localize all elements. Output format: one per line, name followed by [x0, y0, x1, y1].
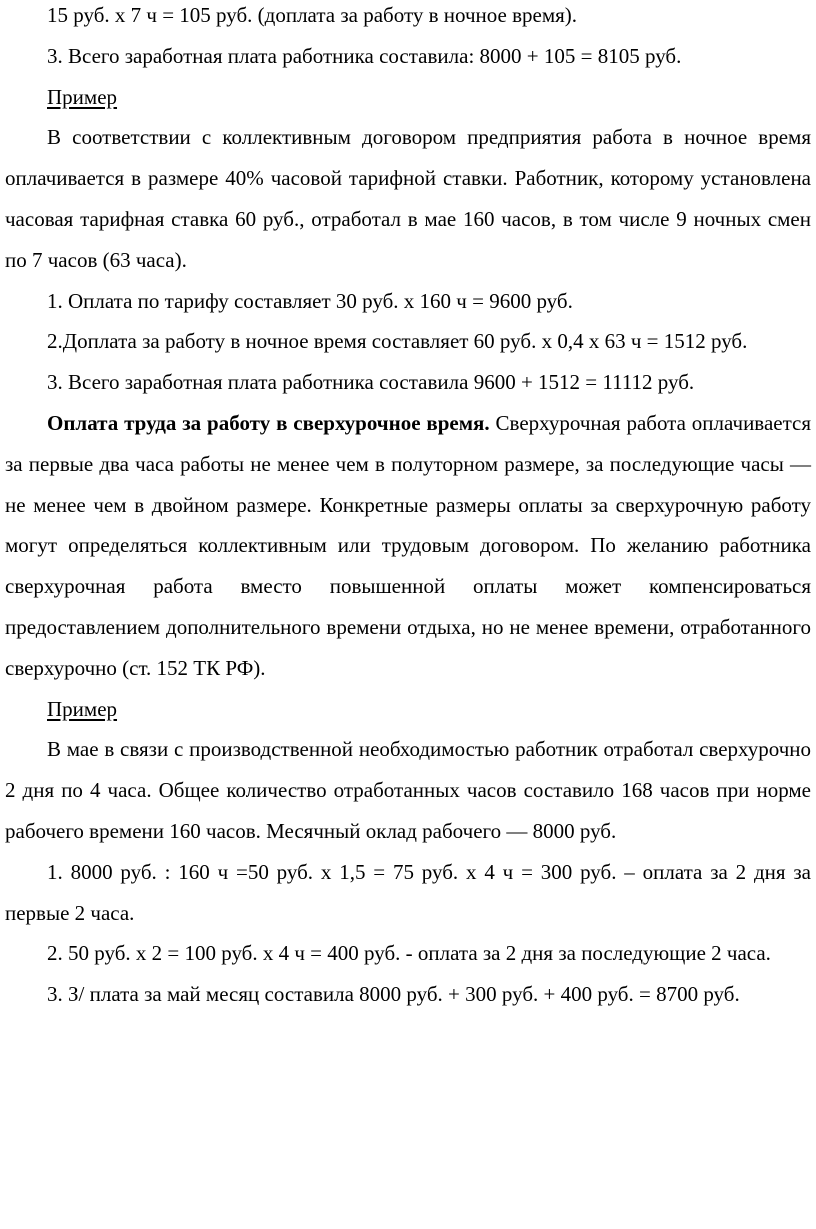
example-heading-2-wrap [5, 689, 811, 730]
paragraph-tariff-pay: 1. Оплата по тарифу составляет 30 руб. х 160 ч = 9600 руб. [47, 288, 573, 313]
overtime-text: Сверхурочная работа оплачивается за первые два часа работы не менее чем в полуторном размере, за последующие часы — не менее чем в двойном размере. Конкретные размеры оплаты за сверхурочную работу могут определяться коллективным или трудовым договором. По желанию работника сверхурочная работа вместо повышенной оплаты может компенсироваться предоставлением дополнительного времени отдыха, но не менее времени, отработанного сверхурочно (ст. 152 ТК РФ). [5, 410, 811, 680]
paragraph-overtime-calc-2: 2. 50 руб. х 2 = 100 руб. х 4 ч = 400 руб. - оплата за 2 дня за последующие 2 часа. [47, 941, 771, 966]
example-heading-2: Пример [47, 696, 118, 721]
paragraph-night-work-example: В соответствии с коллективным договором предприятия работа в ночное время оплачивается в размере 40% часовой тарифной ставки. Работник, которому установлена часовая тарифная ставка 60 руб., отработал в мае 160 часов, в том числе 9 ночных смен по 7 часов (63 часа). [5, 125, 811, 272]
paragraph-overtime-calc-1: 1. 8000 руб. : 160 ч =50 руб. х 1,5 = 75 руб. х 4 ч = 300 руб. – оплата за 2 дня за первые 2 часа. [5, 859, 811, 925]
paragraph-overtime-example: В мае в связи с производственной необходимостью работник отработал сверхурочно 2 дня по 4 часа. Общее количество отработанных часов составило 168 часов при норме рабочего времени 160 часов. Месячный оклад рабочего — 8000 руб. [5, 737, 811, 843]
overtime-heading: Оплата труда за работу в сверхурочное время. [47, 410, 490, 435]
paragraph-night-surcharge: 2.Доплата за работу в ночное время составляет 60 руб. х 0,4 х 63 ч = 1512 руб. [47, 329, 748, 354]
example-heading-1-wrap [5, 77, 811, 118]
paragraph-night-pay-calc: 15 руб. х 7 ч = 105 руб. (доплата за работу в ночное время). [47, 3, 578, 27]
paragraph-total-salary-1: 3. Всего заработная плата работника составила: 8000 + 105 = 8105 руб. [47, 43, 682, 68]
paragraph-may-salary: 3. З/ плата за май месяц составила 8000 руб. + 300 руб. + 400 руб. = 8700 руб. [47, 982, 740, 1007]
paragraph-total-salary-2: 3. Всего заработная плата работника составила 9600 + 1512 = 11112 руб. [47, 370, 695, 395]
example-heading-1: Пример [47, 84, 118, 109]
paragraph-overtime-pay [5, 403, 811, 689]
